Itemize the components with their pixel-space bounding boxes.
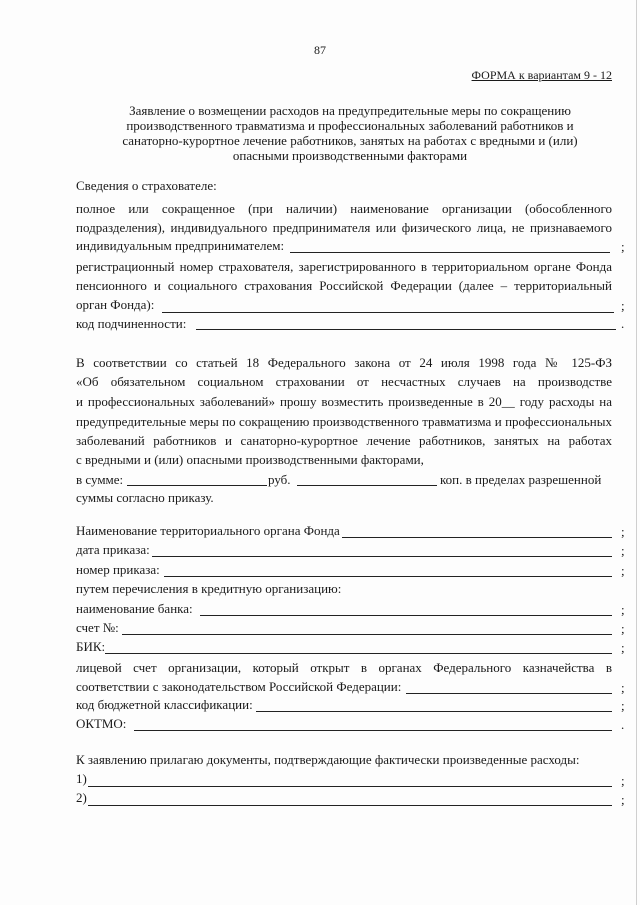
attachment-1-field[interactable] bbox=[88, 786, 612, 787]
page-number: 87 bbox=[314, 43, 326, 57]
order-date-field[interactable] bbox=[152, 556, 612, 557]
bik-label: БИК: bbox=[76, 639, 106, 654]
semicolon: ; bbox=[621, 698, 625, 713]
personal-account-line2: соответствии с законодательством Российской Федерации: bbox=[76, 679, 402, 694]
personal-account-field[interactable] bbox=[406, 693, 612, 694]
sum-rubles-field[interactable] bbox=[127, 485, 267, 486]
form-reference: ФОРМА к вариантам 9 - 12 bbox=[471, 68, 612, 82]
budget-code-label: код бюджетной классификации: bbox=[76, 697, 253, 712]
personal-account-line1: лицевой счет организации, который открыт в органах Федерального казначейства в bbox=[76, 660, 612, 675]
oktmo-field[interactable] bbox=[134, 730, 612, 731]
semicolon: ; bbox=[621, 602, 625, 617]
insurer-name-line1: полное или сокращенное (при наличии) наименование организации (обособленного bbox=[76, 201, 612, 216]
subordination-code-field[interactable] bbox=[196, 329, 616, 330]
account-field[interactable] bbox=[122, 634, 612, 635]
rubles-label: руб. bbox=[268, 472, 291, 487]
transfer-label: путем перечисления в кредитную организацию: bbox=[76, 581, 342, 596]
attachment-2-field[interactable] bbox=[88, 805, 612, 806]
reg-number-field[interactable] bbox=[162, 312, 614, 313]
attachments-intro: К заявлению прилагаю документы, подтверждающие фактически произведенные расходы: bbox=[76, 752, 580, 767]
period: . bbox=[621, 717, 625, 732]
subordination-code-label: код подчиненности: bbox=[76, 316, 187, 331]
fund-org-label: Наименование территориального органа Фонда bbox=[76, 523, 340, 538]
document-title: Заявление о возмещении расходов на предупредительные меры по сокращению производственного травматизма и профессиональных заболеваний работников и санаторно-курортное лечение работников, занятых на работах с вредными и (или) опасными производственными факторами bbox=[122, 103, 578, 163]
reg-number-line3: орган Фонда): bbox=[76, 297, 155, 312]
semicolon: ; bbox=[621, 773, 625, 788]
kopecks-label: коп. в пределах разрешенной bbox=[440, 472, 602, 487]
request-line3: и профессиональных заболеваний» прошу возместить произведенные в 20__ году расходы на bbox=[76, 394, 612, 409]
fund-org-field[interactable] bbox=[342, 537, 612, 538]
request-line1: В соответствии со статьей 18 Федерального закона от 24 июля 1998 года № 125-ФЗ bbox=[76, 355, 612, 370]
budget-code-field[interactable] bbox=[256, 711, 612, 712]
order-number-label: номер приказа: bbox=[76, 562, 160, 577]
account-label: счет №: bbox=[76, 620, 119, 635]
semicolon: ; bbox=[621, 640, 625, 655]
reg-number-line1: регистрационный номер страхователя, зарегистрированного в территориальном органе Фонда bbox=[76, 259, 612, 274]
semicolon: ; bbox=[621, 680, 625, 695]
reg-number-line2: пенсионного и социального страхования Российской Федерации (далее – территориальный bbox=[76, 278, 612, 293]
attachment-1-label: 1) bbox=[76, 771, 87, 786]
period: . bbox=[621, 316, 625, 331]
oktmo-label: ОКТМО: bbox=[76, 716, 127, 731]
semicolon: ; bbox=[621, 298, 625, 313]
semicolon: ; bbox=[621, 524, 625, 539]
request-line4: предупредительные меры по сокращению производственного травматизма и профессиональных bbox=[76, 414, 612, 429]
insurer-heading: Сведения о страхователе: bbox=[76, 178, 217, 193]
insurer-name-line3: индивидуальным предпринимателем: bbox=[76, 238, 285, 253]
request-line2: «Об обязательном социальном страховании от несчастных случаев на производстве bbox=[76, 374, 612, 389]
attachment-2-label: 2) bbox=[76, 790, 87, 805]
insurer-name-line2: подразделения), индивидуального предпринимателя или физического лица, не признаваемого bbox=[76, 220, 612, 235]
request-line5: заболеваний работников и санаторно-курортное лечение работников, занятых на работах bbox=[76, 433, 612, 448]
semicolon: ; bbox=[621, 563, 625, 578]
bank-name-field[interactable] bbox=[200, 615, 612, 616]
insurer-name-field[interactable] bbox=[290, 252, 610, 253]
sum-label: в сумме: bbox=[76, 472, 124, 487]
request-line6: с вредными и (или) опасными производственными факторами, bbox=[76, 452, 424, 467]
semicolon: ; bbox=[621, 543, 625, 558]
bank-name-label: наименование банка: bbox=[76, 601, 193, 616]
semicolon: ; bbox=[621, 239, 625, 254]
scan-edge bbox=[636, 0, 637, 905]
bik-field[interactable] bbox=[105, 653, 612, 654]
semicolon: ; bbox=[621, 621, 625, 636]
order-number-field[interactable] bbox=[164, 576, 612, 577]
sum-kopecks-field[interactable] bbox=[297, 485, 437, 486]
semicolon: ; bbox=[621, 792, 625, 807]
request-line8: суммы согласно приказу. bbox=[76, 490, 214, 505]
order-date-label: дата приказа: bbox=[76, 542, 150, 557]
